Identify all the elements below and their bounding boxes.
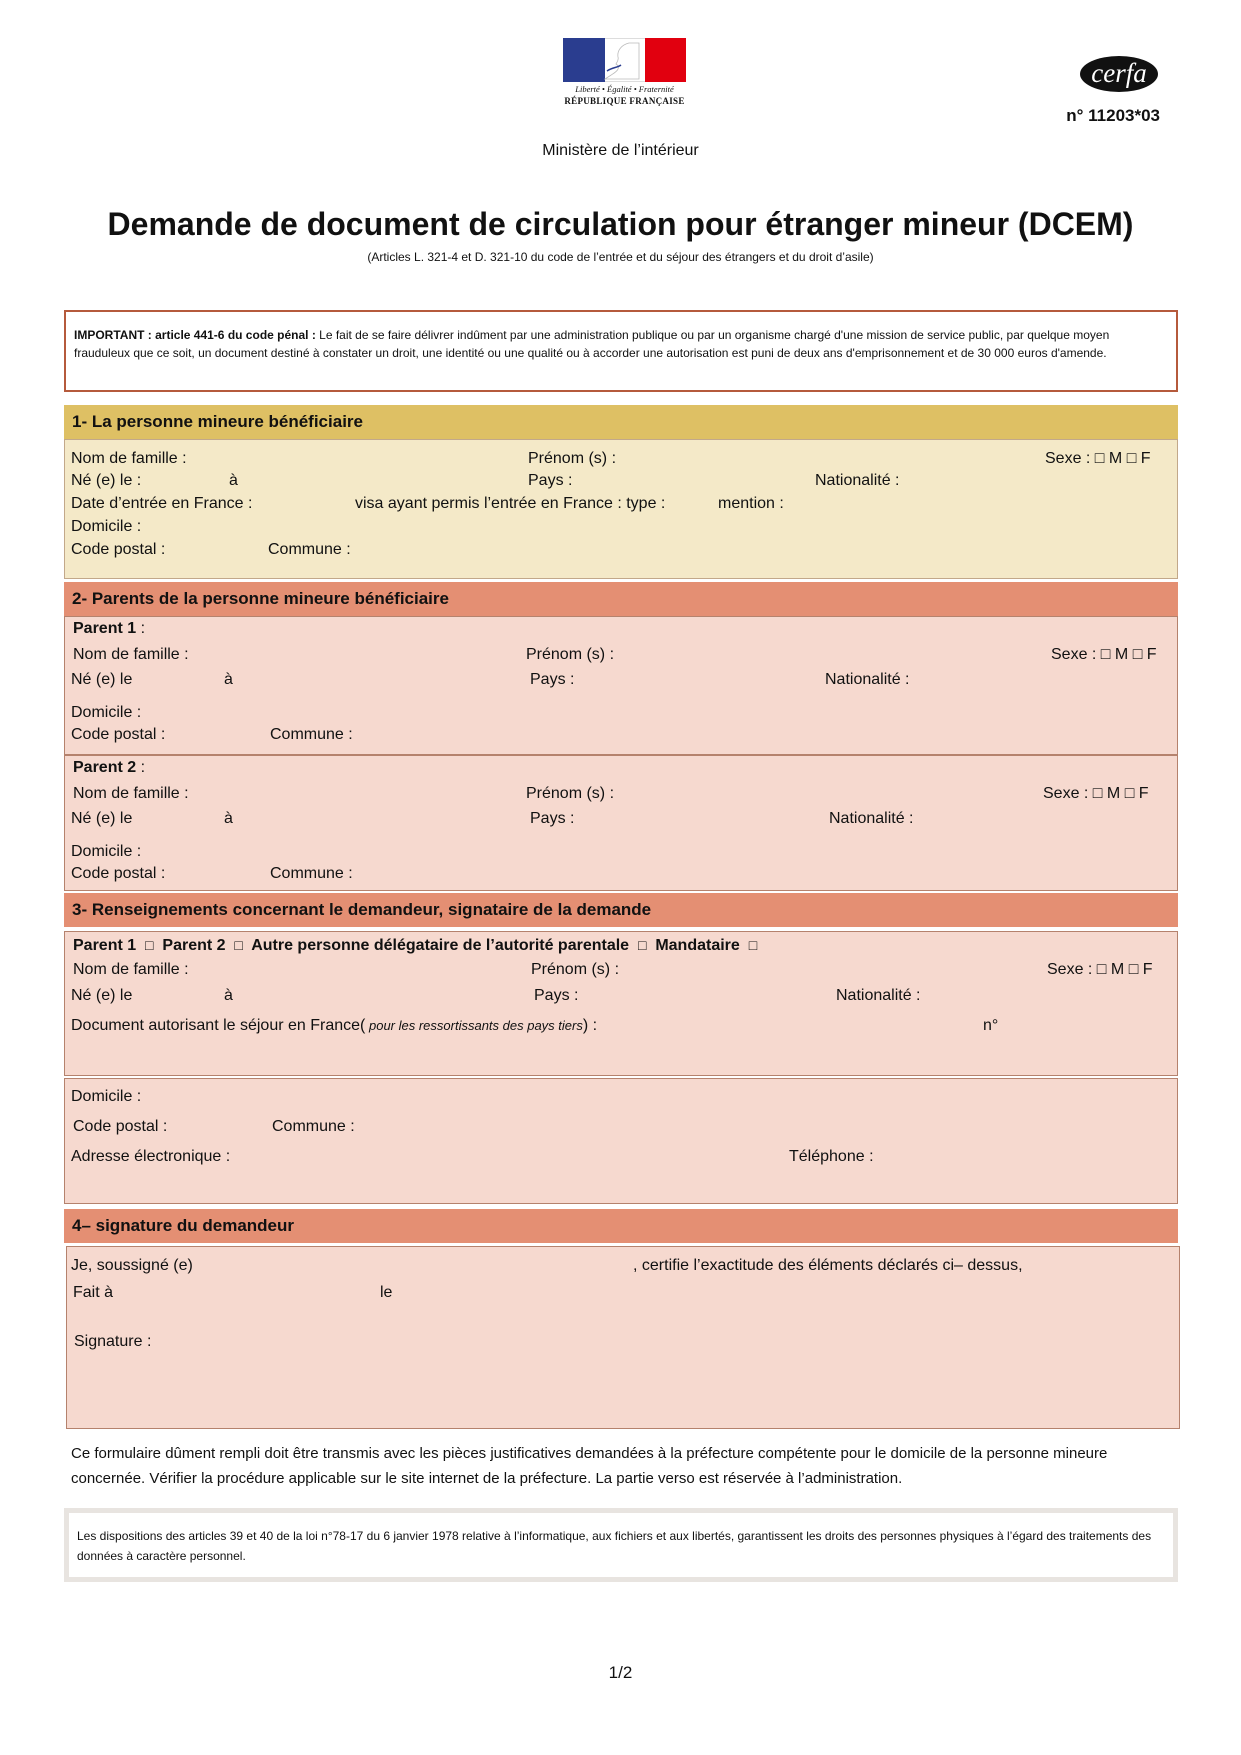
s1-visa-type-field[interactable]: visa ayant permis l’entrée en France : type : (355, 495, 666, 512)
p2-pays-field[interactable]: Pays : (530, 810, 575, 827)
p2-commune-field[interactable]: Commune : (270, 865, 353, 882)
s3-code-postal-field[interactable]: Code postal : (73, 1118, 168, 1135)
p2-lieu-field[interactable]: à (224, 810, 233, 827)
section4-header: 4– signature du demandeur (64, 1209, 1178, 1243)
document-title: Demande de document de circulation pour étranger mineur (DCEM) (107, 206, 1134, 242)
s4-signature-field[interactable]: Signature : (74, 1333, 152, 1350)
s3-document-field[interactable]: Document autorisant le séjour en France( pour les ressortissants des pays tiers) : (71, 1017, 598, 1034)
p2-sexe-field[interactable]: Sexe : □ M □ F (1043, 785, 1149, 802)
p1-lieu-field[interactable]: à (224, 671, 233, 688)
p1-sexe-field[interactable]: Sexe : □ M □ F (1051, 646, 1157, 663)
requester-role-options: Parent 1 □ Parent 2 □ Autre personne délégataire de l’autorité parentale □ Mandataire □ (73, 937, 758, 954)
document-subtitle: (Articles L. 321-4 et D. 321-10 du code de l’entrée et du séjour des étrangers et du droit d’asile) (367, 250, 874, 264)
important-label: IMPORTANT : article 441-6 du code pénal : (74, 328, 316, 342)
section2-header: 2- Parents de la personne mineure bénéficiaire (64, 582, 1178, 616)
s1-ne-le-field[interactable]: Né (e) le : (71, 472, 142, 489)
p2-ne-le-field[interactable]: Né (e) le (71, 810, 133, 827)
s3-pays-field[interactable]: Pays : (534, 987, 579, 1004)
marianne-profile-icon (599, 41, 643, 81)
opt-parent2-checkbox[interactable]: □ (234, 937, 243, 953)
important-notice (64, 310, 1178, 392)
p2-code-postal-field[interactable]: Code postal : (71, 865, 166, 882)
submission-note: Ce formulaire dûment rempli doit être transmis avec les pièces justificatives demandées à la préfecture compétente pour le domicile de la personne mineure concernée. Vérifier la procédure applicable sur le site internet de la préfecture. La partie verso est réservée à l’administration. (71, 1445, 1108, 1487)
ministry-name: Ministère de l’intérieur (542, 142, 699, 159)
s1-date-entree-field[interactable]: Date d’entrée en France : (71, 495, 253, 512)
s3-lieu-field[interactable]: à (224, 987, 233, 1004)
s4-certifie-text: , certifie l’exactitude des éléments déclarés ci– dessus, (633, 1257, 1023, 1274)
important-text: Le fait de se faire délivrer indûment par une administration publique ou par un organisme chargé d'une mission de service public, par quelque moyen frauduleux que ce soit, un document destiné à constater un droit, une identité ou une qualité ou à accorder une autorisation est puni de deux ans d'emprisonnement et de 30 000 euros d'amende. (74, 328, 1110, 360)
s3-sexe-field[interactable]: Sexe : □ M □ F (1047, 961, 1153, 978)
s1-nom-field[interactable]: Nom de famille : (71, 450, 187, 467)
p2-nom-field[interactable]: Nom de famille : (73, 785, 189, 802)
s4-soussigne-field[interactable]: Je, soussigné (e) (71, 1257, 193, 1274)
republic-name: RÉPUBLIQUE FRANÇAISE (564, 96, 685, 106)
s3-document-number-field[interactable]: n° (983, 1017, 999, 1034)
s1-nationalite-field[interactable]: Nationalité : (815, 472, 900, 489)
cnil-notice: Les dispositions des articles 39 et 40 de la loi n°78-17 du 6 janvier 1978 relative à l’informatique, aux fichiers et aux libertés, garantissent les droits des personnes physiques à l’égard des traitements des données à caractère personnel. (64, 1508, 1178, 1582)
cerfa-logo: cerfa (1080, 56, 1158, 92)
s3-nom-field[interactable]: Nom de famille : (73, 961, 189, 978)
p1-code-postal-field[interactable]: Code postal : (71, 726, 166, 743)
section3-header: 3- Renseignements concernant le demandeur, signataire de la demande (64, 893, 1178, 927)
p1-nationalite-field[interactable]: Nationalité : (825, 671, 910, 688)
page-number: 1/2 (608, 1663, 633, 1682)
s1-code-postal-field[interactable]: Code postal : (71, 541, 166, 558)
s3-prenom-field[interactable]: Prénom (s) : (531, 961, 620, 978)
p2-domicile-field[interactable]: Domicile : (71, 843, 142, 860)
cerfa-number: n° 11203*03 (1066, 106, 1160, 125)
marianne-logo (563, 38, 686, 82)
p1-nom-field[interactable]: Nom de famille : (73, 646, 189, 663)
s1-prenom-field[interactable]: Prénom (s) : (528, 450, 617, 467)
p1-prenom-field[interactable]: Prénom (s) : (526, 646, 615, 663)
s3-email-field[interactable]: Adresse électronique : (71, 1148, 231, 1165)
opt-autre-checkbox[interactable]: □ (637, 937, 647, 953)
p1-pays-field[interactable]: Pays : (530, 671, 575, 688)
s3-domicile-field[interactable]: Domicile : (71, 1088, 142, 1105)
s1-domicile-field[interactable]: Domicile : (71, 518, 142, 535)
requester-contact-box (64, 1078, 1178, 1204)
s4-fait-a-field[interactable]: Fait à (73, 1284, 114, 1301)
p2-prenom-field[interactable]: Prénom (s) : (526, 785, 615, 802)
p1-domicile-field[interactable]: Domicile : (71, 704, 142, 721)
s1-mention-field[interactable]: mention : (718, 495, 784, 512)
s1-lieu-field[interactable]: à (229, 472, 238, 489)
section1-header: 1- La personne mineure bénéficiaire (64, 405, 1178, 439)
opt-parent1-checkbox[interactable]: □ (145, 937, 154, 953)
republic-motto: Liberté • Égalité • Fraternité (575, 84, 674, 94)
s3-ne-le-field[interactable]: Né (e) le (71, 987, 133, 1004)
s1-commune-field[interactable]: Commune : (268, 541, 351, 558)
p1-ne-le-field[interactable]: Né (e) le (71, 671, 133, 688)
s3-commune-field[interactable]: Commune : (272, 1118, 355, 1135)
p2-nationalite-field[interactable]: Nationalité : (829, 810, 914, 827)
parent1-label: Parent 1 : (73, 620, 146, 637)
parent2-label: Parent 2 : (73, 759, 146, 776)
s1-pays-field[interactable]: Pays : (528, 472, 573, 489)
s3-nationalite-field[interactable]: Nationalité : (836, 987, 921, 1004)
opt-mandataire-checkbox[interactable]: □ (748, 937, 758, 953)
s3-telephone-field[interactable]: Téléphone : (789, 1148, 874, 1165)
s1-sexe-field[interactable]: Sexe : □ M □ F (1045, 450, 1151, 467)
p1-commune-field[interactable]: Commune : (270, 726, 353, 743)
s4-date-field[interactable]: le (380, 1284, 393, 1301)
